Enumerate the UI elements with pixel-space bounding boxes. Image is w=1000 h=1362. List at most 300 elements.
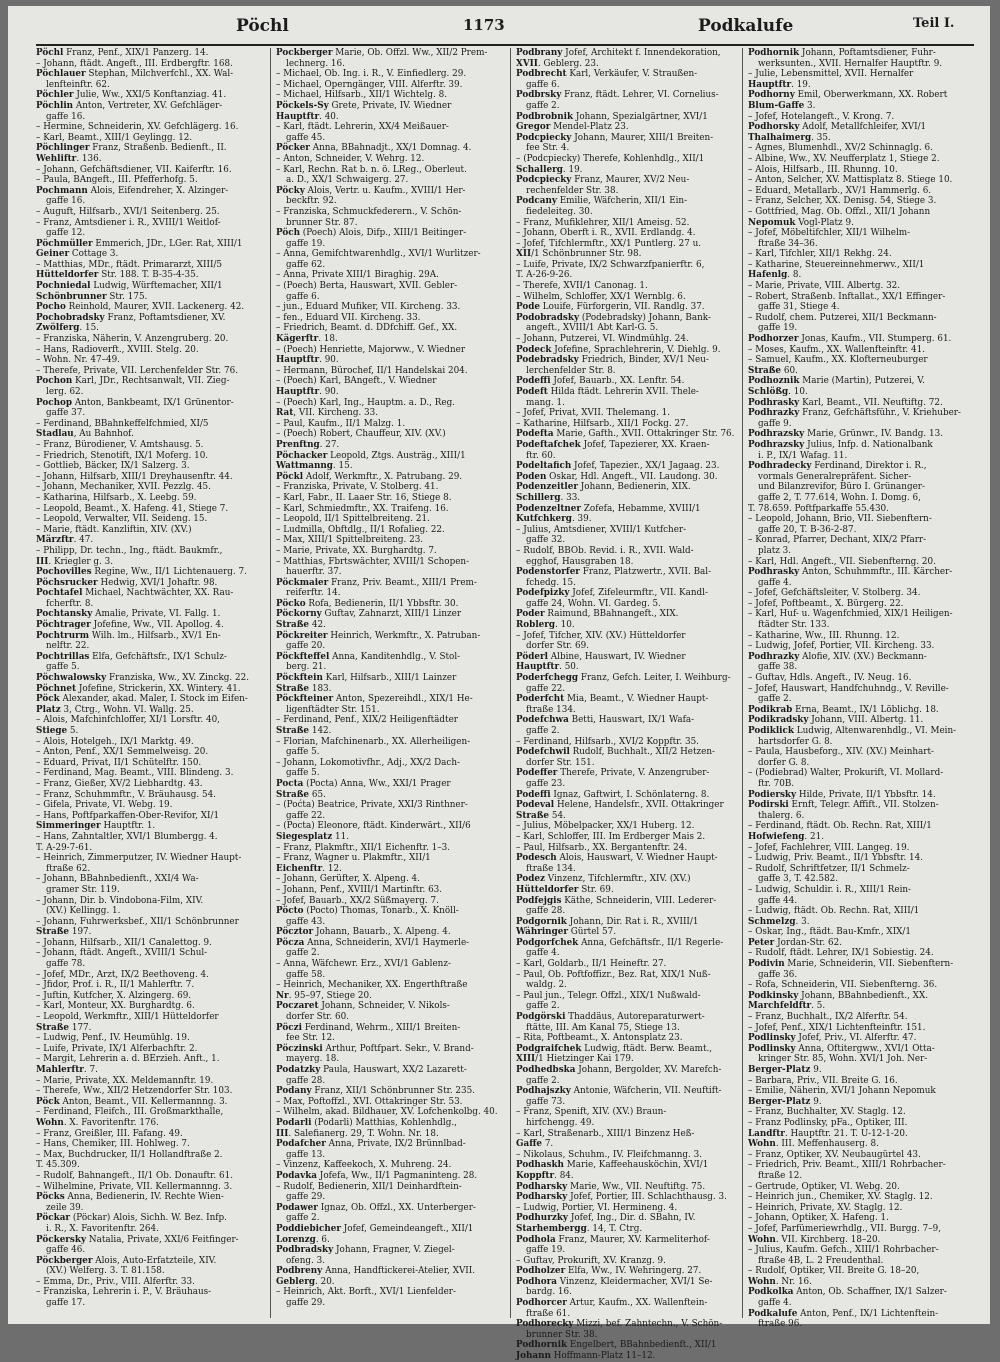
directory-entry-line: – Margit, Lehrerin a. d. BErzieh. Anft., 1. xyxy=(36,1054,220,1065)
directory-entry-line: gaffe 5. xyxy=(286,747,320,758)
directory-entry-line: – Katharina, Hilfsarb., X. Leebg. 59. xyxy=(36,492,197,503)
directory-column-1 xyxy=(36,48,264,1318)
directory-entry-line: lenfteinftr. 62. xyxy=(46,79,110,90)
directory-entry-line: Podhrazky Alofie, XIV. (XV.) Beckmann- xyxy=(748,651,927,662)
directory-entry-line: Marchfeldftr. 5. xyxy=(748,1001,826,1012)
directory-entry-line: a. D., XX/1 Schwaigerg. 27. xyxy=(286,175,409,186)
directory-entry-line: vormals Generalrepräfent. Sicher- xyxy=(758,471,912,482)
directory-entry-line: Poczaret Johann, Schneider, V. Nikols- xyxy=(276,1001,450,1012)
directory-entry-line: Podebradsky Friedrich, Binder, XV/1 Neu- xyxy=(516,355,709,366)
directory-entry-line: Podez Vinzenz, Tifchlermftr., XIV. (XV.) xyxy=(516,874,691,885)
directory-entry-line: Pockberger Marie, Ob. Offzl. Ww., XII/2 Prem- xyxy=(276,48,488,58)
directory-entry-line: Podhornik Johann, Poftamtsdiener, Fuhr- xyxy=(748,48,936,58)
directory-entry-line: Podharsky Marie, Ww., VII. Neuftiftg. 75. xyxy=(516,1181,706,1192)
directory-column-2 xyxy=(276,48,504,1318)
directory-entry-line: egghof, Hausgraben 18. xyxy=(526,556,634,567)
header-last-entry: Podkalufe xyxy=(698,16,794,36)
directory-entry-line: – Rudolf, Optiker, VII. Breite G. 18–20, xyxy=(748,1266,920,1277)
directory-entry-line: Podhorny Emil, Oberwerkmann, XX. Robert xyxy=(748,90,948,101)
directory-entry-line: Podhrazsky Julius, Infp. d. Nationalbank xyxy=(748,439,933,450)
header-first-entry: Pöchl xyxy=(236,16,289,36)
directory-entry-line: – Samuel, Kaufm., XX. Klofterneuburger xyxy=(748,355,928,366)
directory-entry-line: – (Pocta) Eleonore, ftädt. Kinderwärt., XII/6 xyxy=(276,821,471,832)
directory-entry-line: XVII. Geblerg. 23. xyxy=(516,58,599,69)
directory-entry-line: hirfchengg. 49. xyxy=(526,1117,595,1128)
directory-entry-line: – Eduard, Privat, II/1 Schütelftr. 150. xyxy=(36,757,202,768)
header-rule xyxy=(36,44,974,46)
directory-entry-line: Pochtansky Amalie, Private, VI. Fallg. 1. xyxy=(36,609,221,620)
directory-entry-line: – Eduard, Metallarb., XV/1 Hammerlg. 6. xyxy=(748,185,932,196)
directory-entry-line: – Philipp, Dr. techn., Ing., ftädt. Baukmfr., xyxy=(36,545,223,556)
directory-entry-line: – Johann, Dir. b. Vindobona-Film, XIV. xyxy=(36,895,204,906)
directory-entry-line: gaffe 36. xyxy=(758,969,798,980)
directory-entry-line: Schlößg. 10. xyxy=(748,387,808,397)
directory-entry-line: – Rudolf, chem. Putzerei, XII/1 Beckmann- xyxy=(748,312,937,323)
directory-entry-line: Prenftng. 27. xyxy=(276,439,340,450)
directory-entry-line: – Karl, Monteur, XX. Burghardtg. 6. xyxy=(36,1001,195,1012)
directory-entry-line: – Julius, Kaufm. Gefch., XIII/1 Rohrbacher- xyxy=(748,1245,939,1256)
directory-entry-line: – Heinrich, Private, XV. Staglg. 12. xyxy=(748,1202,903,1213)
directory-entry-line: Pöchl Franz, Penf., XIX/1 Panzerg. 14. xyxy=(36,48,209,58)
directory-entry-line: Hauptftr. 90. xyxy=(276,387,339,397)
directory-entry-line: Starhembergg. 14, T. Ctrg. xyxy=(516,1223,643,1234)
directory-entry-line: Pöczinski Arthur, Poftfpart. Sekr., V. Brand- xyxy=(276,1043,474,1054)
directory-entry-line: ofeng. 3. xyxy=(286,1255,326,1266)
directory-entry-line: Podivin Marie, Schneiderin, VII. Siebenftern- xyxy=(748,959,954,970)
directory-entry-line: – Anna, Gemifchtwarenhdlg., XVI/1 Wurlitzer- xyxy=(276,249,481,260)
directory-entry-line: waldg. 2. xyxy=(526,980,567,991)
directory-entry-line: – Karl, Schloffer, III. Im Erdberger Mais 2. xyxy=(516,831,706,842)
directory-entry-line: – Matthias, MDr., ftädt. Primararzt, XIII/5 xyxy=(36,259,223,270)
directory-entry-line: – Jofef, Möbeltifchler, XII/1 Wilhelm- xyxy=(748,228,911,239)
directory-entry-line: Poderfcht Mia, Beamt., V. Wiedner Haupt- xyxy=(516,694,709,705)
directory-entry-line: Pochop Anton, Bankbeamt, IX/1 Grünentor- xyxy=(36,397,234,408)
directory-entry-line: i. P., IX/1 Wafag. 11. xyxy=(758,450,848,461)
directory-entry-line: Landftr. Hauptftr. 21. T. U-12-1-20. xyxy=(748,1128,908,1139)
directory-entry-line: Pöckersky Natalia, Private, XXI/6 Feitfinger- xyxy=(36,1234,239,1245)
directory-entry-line: Podeval Helene, Handelsfr., XVII. Ottakringer xyxy=(516,800,724,811)
directory-entry-line: – Florian, Mafchinenarb., XX. Allerheiligen- xyxy=(276,736,471,747)
directory-entry-line: – Paula, BAngeft., III. Pfefferhofg. 5. xyxy=(36,175,198,186)
directory-entry-line: – Rudolf, BBOb. Revid. i. R., XVII. Wald- xyxy=(516,545,694,556)
directory-entry-line: – Ludwig, Penf., IV. Heumühlg. 19. xyxy=(36,1033,190,1044)
directory-entry-line: Podbreny Anna, Handftickerei-Atelier, XVII. xyxy=(276,1266,476,1277)
directory-entry-line: gaffe 22. xyxy=(526,683,566,694)
directory-entry-line: Wohn. X. Favoritenftr. 176. xyxy=(36,1117,159,1128)
page-header xyxy=(8,6,990,40)
directory-entry-line: – Jfidor, Prof. i. R., II/1 Mahlerftr. 7. xyxy=(36,980,195,991)
directory-entry-line: – Franz, Buchhalter, XV. Staglg. 12. xyxy=(748,1107,906,1118)
page-number: 1173 xyxy=(463,16,505,34)
directory-entry-line: – Wilhelm, Schloffer, XX/1 Wernblg. 6. xyxy=(516,291,686,302)
directory-entry-line: gaffe 29. xyxy=(286,1192,326,1203)
directory-entry-line: Pochon Karl, JDr., Rechtsanwalt, VII. Zieg- xyxy=(36,376,230,387)
directory-entry-line: i. R., X. Favoritenftr. 264. xyxy=(46,1223,159,1234)
directory-entry-line: Johann Hoffmann-Platz 11–12. xyxy=(516,1351,656,1362)
directory-entry-line: Straße 54. xyxy=(516,810,566,821)
directory-entry-line: – Max, Buchdrucker, II/1 Hollandftraße 2. xyxy=(36,1149,223,1160)
directory-entry-line: – Hermine, Schneiderin, XV. Gefchlägerg. 16. xyxy=(36,122,239,133)
directory-entry-line: Zwölferg. 15. xyxy=(36,323,99,334)
directory-entry-line: Podgornik Johann, Dir. Rat i. R., XVIII/1 xyxy=(516,916,699,927)
directory-column-4 xyxy=(748,48,976,1330)
directory-entry-line: Straße 197. xyxy=(36,927,92,938)
directory-entry-line: Podhrasky Karl, Beamt., VII. Neuftiftg. 72. xyxy=(748,397,943,408)
directory-entry-line: ftr. 60. xyxy=(526,450,556,461)
directory-entry-line: – Katharine, Hilfsarb., XII/1 Fockg. 27. xyxy=(516,418,689,429)
directory-entry-line: Geblerg. 20. xyxy=(276,1276,335,1287)
directory-entry-line: – (Poech) Robert, Chauffeur, XIV. (XV.) xyxy=(276,429,446,440)
directory-entry-line: Podhorsky Adolf, Metallfchleifer, XVI/1 xyxy=(748,122,927,133)
directory-entry-line: – Hermann, Bürochef, II/1 Handelskai 204. xyxy=(276,365,468,376)
directory-entry-line: nelftr. 22. xyxy=(46,641,90,652)
directory-entry-line: Podhrasky Anton, Schuhmmftr., III. Kärcher- xyxy=(748,567,953,578)
directory-entry-line: ftraße 4B, L. 2 Freudenthal. xyxy=(758,1255,884,1266)
directory-entry-line: III. Salefianerg. 29, T. Wohn. Nr. 18. xyxy=(276,1128,439,1139)
directory-entry-line: – Alois, Hilfsarb., III. Rhunng. 10. xyxy=(748,164,898,175)
directory-entry-line: – (Podcpiecky) Therefe, Kohlenhdlg., XII/1 xyxy=(516,153,705,164)
directory-entry-line: Hütteldorfer Str. 69. xyxy=(516,884,614,895)
directory-entry-line: Podikrab Erna, Beamt., IX/1 Löblichg. 18. xyxy=(748,704,939,715)
directory-columns xyxy=(36,48,976,1362)
directory-entry-line: Podhoznik Marie (Martin), Putzerei, V. xyxy=(748,376,925,387)
directory-entry-line: – Franz, Spenift, XIV. (XV.) Braun- xyxy=(516,1107,667,1118)
directory-entry-line: – Marie, Private, XX. Burghardtg. 7. xyxy=(276,545,437,556)
directory-entry-line: Schallerg. 19. xyxy=(516,164,583,175)
directory-entry-line: ftädter Str. 133. xyxy=(758,620,830,631)
directory-entry-line: – Karl, Rechn. Rat b. n. ö. LReg., Oberleut. xyxy=(276,164,467,175)
directory-entry-line: – Oskar, Ing., ftädt. Bau-Kmfr., XIX/1 xyxy=(748,927,911,938)
directory-entry-line: – Wohn. Nr. 47–49. xyxy=(36,355,120,366)
directory-entry-line: T. 45.309. xyxy=(36,1160,80,1171)
directory-entry-line: Schmelzg. 3. xyxy=(748,916,810,927)
directory-entry-line: – Paul jun., Telegr. Offzl., XIX/1 Nußwald- xyxy=(516,990,701,1001)
directory-entry-line: T. A-29-7-61. xyxy=(36,842,93,853)
directory-entry-line: – Friedrich, Stenotift, IX/1 Moferg. 10. xyxy=(36,450,209,461)
directory-entry-line: gaffe 5. xyxy=(46,662,80,673)
directory-entry-line: Pode Louife, Fürforgerin, VII. Randlg. 37. xyxy=(516,302,705,313)
directory-entry-line: Podavka Jofefa, Ww., II/1 Pagmaninteng. 28. xyxy=(276,1170,478,1181)
directory-entry-line: – Karl, Fabr., II. Laaer Str. 16, Stiege 8. xyxy=(276,492,452,503)
directory-entry-line: Pöckfteffel Anna, Kanditenhdlg., V. Stol- xyxy=(276,651,461,662)
directory-entry-line: fiedeleiteg. 30. xyxy=(526,206,593,217)
directory-entry-line: – Franz Podlinsky, pFa., Optiker, III. xyxy=(748,1117,908,1128)
directory-entry-line: Podfejgis Käthe, Schneiderin, VIII. Lederer- xyxy=(516,895,717,906)
directory-entry-line: – Julius, Amtsdiener, XVIII/1 Kutfcher- xyxy=(516,524,687,535)
directory-entry-line: – Franziska, Näherin, V. Anzengruberg. 20. xyxy=(36,334,229,345)
directory-entry-line: Peter Jordan-Str. 62. xyxy=(748,937,843,948)
directory-entry-line: Pöchmüller Emmerich, JDr., LGer. Rat, XIII/1 xyxy=(36,238,243,249)
directory-entry-line: angeft., XVIII/1 Abt Karl-G. 5. xyxy=(526,323,659,334)
directory-entry-line: Podafcher Anna, Private, IX/2 Brünnlbad- xyxy=(276,1139,466,1150)
directory-entry-line: Pöchlin Anton, Vertreter, XV. Gefchläger- xyxy=(36,100,223,111)
directory-entry-line: Podcpiecky Franz, Maurer, XV/2 Neu- xyxy=(516,175,690,186)
directory-entry-line: dorfer Str. 60. xyxy=(286,1012,349,1023)
directory-entry-line: – Marie, Private, XX. Meldemannftr. 19. xyxy=(36,1075,214,1086)
directory-entry-line: – Leopold, Johann, Brio, VII. Siebenftern- xyxy=(748,514,932,525)
directory-entry-line: – Heinrich, Mechaniker, XX. Engerthftraße xyxy=(276,980,468,991)
directory-entry-line: gaffe 4. xyxy=(526,948,560,959)
directory-entry-line: rechenfelder Str. 38. xyxy=(526,185,619,196)
directory-entry-line: mang. 1. xyxy=(526,397,565,408)
directory-entry-line: – Therefe, Private, VII. Lerchenfelder Str. 76. xyxy=(36,365,238,376)
directory-entry-line: fee Str. 12. xyxy=(286,1033,335,1044)
directory-entry-line: Podarli (Podarli) Matthias, Kohlenhdlg., xyxy=(276,1117,457,1128)
directory-entry-line: Podhradecky Ferdinand, Direktor i. R., xyxy=(748,461,927,472)
directory-entry-line: gaffe 6. xyxy=(526,79,560,90)
directory-entry-line: hartsdorfer G. 8. xyxy=(758,736,833,747)
directory-entry-line: – Guftav, Prokurift, XV. Kranzg. 9. xyxy=(516,1255,666,1266)
directory-entry-line: – Rudolf, Schriftfetzer, II/1 Schmelz- xyxy=(748,863,910,874)
directory-entry-line: Podcpiecky Johann, Maurer, XIII/1 Breiten- xyxy=(516,132,714,143)
directory-entry-line: – Franz, Mufiklehrer, XII/1 Ameisg. 52. xyxy=(516,217,690,228)
directory-entry-line: – Jofef, Poftbeamt., X. Bürgerg. 22. xyxy=(748,598,904,609)
directory-entry-line: Podkalufe Anton, Penf., IX/1 Lichtenftein- xyxy=(748,1308,939,1319)
directory-entry-line: Pöcks Anna, Bedienerin, IV. Rechte Wien- xyxy=(36,1192,224,1203)
column-divider xyxy=(270,48,271,1318)
directory-entry-line: Straße 60. xyxy=(748,365,798,376)
directory-entry-line: Pochtafel Michael, Nachtwächter, XX. Rau- xyxy=(36,588,234,599)
directory-entry-line: gaffe 6. xyxy=(286,291,320,302)
directory-entry-line: Simmeringer Hauptftr. 1. xyxy=(36,821,156,832)
directory-entry-line: gaffe 13. xyxy=(286,1149,326,1160)
directory-entry-line: – Rudolf, Bahnangeft., II/1 Ob. Donauftr. 61. xyxy=(36,1170,234,1181)
directory-entry-line: gaffe 2. xyxy=(286,948,320,959)
directory-entry-line: Pochniedal Ludwig, Würftemacher, XII/1 xyxy=(36,281,223,292)
directory-entry-line: – Anton, Selcher, XV. Mattisplatz 8. Stiege 10. xyxy=(748,175,953,186)
directory-entry-line: – Heinrich jun., Chemiker, XV. Staglg. 12. xyxy=(748,1192,933,1203)
directory-entry-line: Pöckorny Guftav, Zahnarzt, XIII/1 Linzer xyxy=(276,609,462,620)
directory-entry-line: – Gifela, Private, VI. Webg. 19. xyxy=(36,800,173,811)
directory-entry-line: – Luife, Private, IX/2 Schwarzfpanierftr. 6, xyxy=(516,259,705,270)
directory-entry-line: – Katharine, Ww., III. Rhunng. 12. xyxy=(748,630,900,641)
directory-entry-line: – Jofef, Tifchlermftr., XX/1 Puntlerg. 27 u. xyxy=(516,238,702,249)
directory-entry-line: Podeck Jofefine, Sprachlehrerin, V. Diehlg. 9. xyxy=(516,344,721,355)
directory-entry-line: – Anna, Wäfchewr. Erz., XVI/1 Gablenz- xyxy=(276,959,451,970)
directory-entry-line: – Franz, Schuhmmftr., V. Bräuhausg. 54. xyxy=(36,789,216,800)
directory-entry-line: Lorenzg. 6. xyxy=(276,1234,330,1245)
directory-entry-line: Geiner Cottage 3. xyxy=(36,249,119,260)
directory-entry-line: Roblerg. 10. xyxy=(516,620,575,631)
directory-entry-line: Pöchnet Jofefine, Strickerin, XX. Wintery. 41. xyxy=(36,683,241,694)
directory-entry-line: Podefpizky Jofef, Zifeleurmftr., VII. Kandl- xyxy=(516,588,708,599)
directory-entry-line: – Jofef, MDr., Arzt, IX/2 Beethoveng. 4. xyxy=(36,969,209,980)
directory-entry-line: gaffe 43. xyxy=(286,916,326,927)
directory-entry-line: Thalhaimerg. 35. xyxy=(748,132,831,143)
directory-entry-line: Wehliftr. 136. xyxy=(36,153,102,164)
directory-entry-line: – Ludwig, Portier, VI. Hermineng. 4. xyxy=(516,1202,678,1213)
directory-entry-line: Wohn. VII. Kirchberg. 18–20. xyxy=(748,1234,881,1245)
directory-entry-line: gaffe 17. xyxy=(46,1298,86,1309)
directory-entry-line: thalerg. 6. xyxy=(758,810,805,821)
directory-entry-line: Podefchwil Rudolf, Buchhalt., XII/2 Hetzen- xyxy=(516,747,715,758)
directory-entry-line: – Karl, Straßenarb., XIII/1 Binzenz Heß- xyxy=(516,1128,695,1139)
directory-entry-line: Pöcky Alois, Vertr. u. Kaufm., XVIII/1 Her- xyxy=(276,185,466,196)
directory-entry-line: – Auguft, Hilfsarb., XVI/1 Seitenberg. 25. xyxy=(36,206,220,217)
directory-entry-line: – Paul, Kaufm., II/1 Malzg. 1. xyxy=(276,418,406,429)
directory-entry-line: – Johann, Hilfsarb, XIII/1 Dreyhausenftr. 44. xyxy=(36,471,233,482)
directory-entry-line: Pochovilles Regine, Ww., II/1 Lichtenauerg. 7. xyxy=(36,567,247,578)
directory-entry-line: Platz 3, Ctrg., Wohn. VI. Wallg. 25. xyxy=(36,704,194,715)
directory-entry-line: Podlinsky Jofef, Priv., VI. Alferftr. 47. xyxy=(748,1033,917,1044)
directory-entry-line: – Paula, Hausbeforg., XIV. (XV.) Meinhart- xyxy=(748,747,934,758)
directory-entry-line: – Karl, Huf- u. Wagenfchmied, XIX/1 Heiligen- xyxy=(748,609,953,620)
directory-entry-line: Hauptftr. 90. xyxy=(276,355,339,366)
directory-entry-line: Podcany Emilie, Wäfcherin, XII/1 Ein- xyxy=(516,196,688,207)
directory-entry-line: mayerg. 18. xyxy=(286,1054,340,1065)
directory-entry-line: – Jofef, Parfümeriewrhdlg., VII. Burgg. 7–9, xyxy=(748,1223,942,1234)
directory-entry-line: Podenzeltner Zofefa, Hebamme, XVIII/1 xyxy=(516,503,701,514)
directory-entry-line: – Friedrich, Priv. Beamt., XIII/1 Rohrbacher- xyxy=(748,1160,946,1171)
directory-entry-line: T. 78.659. Poftfparkaffe 55.430. xyxy=(748,503,889,514)
directory-entry-line: – Ludwig, Jofef, Portier, VII. Kircheng. 33. xyxy=(748,641,935,652)
directory-entry-line: Rat, VII. Kircheng. 33. xyxy=(276,408,379,419)
directory-entry-line: – Michael, Operngänger, VIII. Alferftr. 39. xyxy=(276,79,463,90)
directory-entry-line: kringer Str. 85, Wohn. XVI/1 Joh. Ner- xyxy=(758,1054,928,1065)
directory-entry-line: gaffe 38. xyxy=(758,662,798,673)
directory-entry-line: Pöckmaier Franz, Priv. Beamt., XIII/1 Prem- xyxy=(276,577,477,588)
directory-entry-line: (XV.) Welferg. 3. T. 81.158. xyxy=(46,1266,165,1277)
directory-entry-line: gaffe 3, T. 42.582. xyxy=(758,874,839,885)
directory-entry-line: Podeltafich Jofef, Tapezier., XX/1 Jagaag. 23. xyxy=(516,461,720,472)
directory-entry-line: lerchenfelder Str. 8. xyxy=(526,365,616,376)
directory-entry-line: – Paul, Ob. Poftfoffizr., Bez. Rat, XIX/1 Nuß- xyxy=(516,969,711,980)
directory-page xyxy=(8,6,990,1362)
directory-entry-line: Podbrecht Karl, Verkäufer, V. Straußen- xyxy=(516,69,698,80)
directory-entry-line: gaffe 16. xyxy=(46,111,86,122)
directory-entry-line: Pochtrillas Elfa, Gefchäftsfr., IX/1 Schulz- xyxy=(36,651,227,662)
directory-entry-line: Pöckftein Karl, Hilfsarb., XIII/1 Lainzer xyxy=(276,673,457,684)
directory-entry-line: gaffe 23. xyxy=(526,778,566,789)
directory-entry-line: Berger-Platz 9. xyxy=(748,1096,822,1107)
directory-entry-line: – Max, XIII/1 Spittelbreiteng. 23. xyxy=(276,535,424,546)
directory-entry-line: Podeffi Ignaz, Gaftwirt, I. Schönlaterng. 8. xyxy=(516,789,710,800)
directory-entry-line: – Franz, Optiker, XV. Neubaugürtel 43. xyxy=(748,1149,921,1160)
directory-entry-line: gaffe 46. xyxy=(46,1245,86,1256)
directory-entry-line: – Johann, Fuhrwerksbef., XII/1 Schönbrunner xyxy=(36,916,239,927)
directory-entry-line: gaffe 32. xyxy=(526,535,566,546)
directory-entry-line: Pöckels-Sy Grete, Private, IV. Wiedner xyxy=(276,100,452,111)
directory-entry-line: – Gottlieb, Bäcker, IX/1 Salzerg. 3. xyxy=(36,461,190,472)
directory-entry-line: – Johann, BBahnbedienft., XXI/4 Wa- xyxy=(36,874,199,885)
directory-entry-line: Pöckfteiner Anton, Spezereihdl., XIX/1 He- xyxy=(276,694,473,705)
directory-entry-line: ftraße 34–36. xyxy=(758,238,818,249)
directory-entry-line: Straße 42. xyxy=(276,620,326,631)
directory-entry-line: Straße 177. xyxy=(36,1022,92,1033)
directory-entry-line: Pochmann Alois, Eifendreher, X. Alzinger- xyxy=(36,185,229,196)
directory-entry-line: gaffe 20. xyxy=(286,641,326,652)
directory-entry-line: – Karl, Beamt., XIII/1 Geylingg. 12. xyxy=(36,132,193,143)
directory-entry-line: Podirski Ernft, Telegr. Affift., VII. Stolzen- xyxy=(748,800,939,811)
directory-entry-line: – Jofef, Bauarb., XX/2 Süßmayerg. 7. xyxy=(276,895,439,906)
directory-column-3 xyxy=(516,48,744,1362)
directory-entry-line: gaffe 44. xyxy=(758,895,798,906)
directory-entry-line: ftraße 62. xyxy=(46,863,91,874)
directory-entry-line: Podiklick Ludwig, Altenwarenhdlg., VI. Mein- xyxy=(748,726,957,736)
directory-entry-line: gaffe 28. xyxy=(286,1075,326,1086)
directory-entry-line: ftraße 96. xyxy=(758,1319,803,1330)
directory-entry-line: gaffe 4. xyxy=(758,1298,792,1309)
directory-entry-line: – Ferdinand, BBahnkeffelfchmied, XI/5 xyxy=(36,418,209,429)
directory-entry-line: dorfer G. 8. xyxy=(758,757,810,768)
column-divider xyxy=(742,48,743,1318)
directory-entry-line: ftätte, III. Am Kanal 75, Stiege 13. xyxy=(526,1022,680,1033)
directory-entry-line: gaffe 24, Wohn. VI. Gardeg. 5. xyxy=(526,598,661,609)
directory-entry-line: – Franz, Plakmftr., XII/1 Eichenftr. 1–3. xyxy=(276,842,450,853)
directory-entry-line: – Matthias, Fbrtswächter, XVIII/1 Schopen- xyxy=(276,556,470,567)
directory-entry-line: Schillerg. 33. xyxy=(516,492,581,503)
header-part-label: Teil I. xyxy=(913,16,955,31)
directory-entry-line: – (Poćta) Beatrice, Private, XXI/3 Rinthner- xyxy=(276,800,468,811)
directory-entry-line: gaffe 5. xyxy=(286,768,320,779)
directory-entry-line: – Jofef, Hauswart, Handfchuhndg., V. Reville- xyxy=(748,683,949,694)
directory-entry-line: Pöch (Poech) Alois, Difp., XIII/1 Beitinger- xyxy=(276,228,467,239)
directory-entry-line: – Ferdinand, Penf., XIX/2 Heiligenftädter xyxy=(276,715,458,726)
directory-entry-line: Podharsky Jofef, Portier, III. Schlachthausg. 3. xyxy=(516,1192,727,1203)
directory-entry-line: Podesch Alois, Hauswart, V. Wiedner Haupt- xyxy=(516,853,718,864)
directory-entry-line: – Julie, Lebensmittel, XVII. Hernalfer xyxy=(748,69,914,80)
directory-entry-line: – Johann, ftädt. Angeft., XVIII/1 Schul- xyxy=(36,948,208,959)
directory-entry-line: Pöchlinger Franz, Straßenb. Bedienft., II. xyxy=(36,143,227,154)
directory-entry-line: – Friedrich, Beamt. d. DDfchiff. Gef., XX. xyxy=(276,323,458,334)
directory-entry-line: gaffe 2, T. 77.614, Wohn. I. Domg. 6, xyxy=(758,492,921,503)
directory-entry-line: Podhedbska Johann, Bergolder, XV. Marefch- xyxy=(516,1065,722,1075)
directory-entry-line: Pochtrurm Wilh. lm., Hilfsarb., XV/1 En- xyxy=(36,630,221,641)
directory-entry-line: Podatzky Paula, Hauswart, XX/2 Lazarett- xyxy=(276,1065,467,1075)
directory-entry-line: dorfer Str. 151. xyxy=(526,757,595,768)
directory-entry-line: gaffe 22. xyxy=(286,810,326,821)
directory-entry-line: Podhorzer Jonas, Kaufm., VII. Stumperg. 61. xyxy=(748,334,952,345)
directory-entry-line: Podenzeitler Johann, Bedienerin, XIX. xyxy=(516,482,691,493)
directory-entry-line: Podhorcer Artur, Kaufm., XX. Wallenftein- xyxy=(516,1298,708,1309)
directory-entry-line: Hofwiefeng. 21. xyxy=(748,831,824,842)
directory-entry-line: – Emilie, Näherin, XVI/1 Johann Nepomuk xyxy=(748,1086,936,1097)
directory-entry-line: XII/1 Schönbrunner Str. 98. xyxy=(516,249,642,260)
directory-entry-line: gaffe 58. xyxy=(286,969,326,980)
directory-entry-line: Podany Franz, XII/1 Schönbrunner Str. 235. xyxy=(276,1086,476,1097)
directory-entry-line: Mahlerftr. 7. xyxy=(36,1065,98,1075)
directory-entry-line: Podhrazsky Marie, Grünwr., IV. Bandg. 13. xyxy=(748,429,943,440)
directory-entry-line: Pocho Reinhold, Maurer, XVII. Lackenerg. 42. xyxy=(36,302,245,313)
directory-entry-line: Nepomuk Vogl-Platz 9. xyxy=(748,217,854,228)
directory-entry-line: Podenstorfer Franz, Platzwertr., XVII. Bal- xyxy=(516,567,712,578)
directory-entry-line: – Max, Poftoffzl., XVI. Ottakringer Str. 53. xyxy=(276,1096,463,1107)
directory-entry-line: Pöchwalowsky Franziska, Ww., XV. Zinckg. 22. xyxy=(36,673,250,684)
directory-entry-line: gaffe 9. xyxy=(758,418,792,429)
directory-entry-line: Poden Oskar, Hdl. Angeft., VII. Laudong. 30. xyxy=(516,471,718,482)
directory-entry-line: – Vinzenz, Kaffeekoch, X. Muhreng. 24. xyxy=(276,1160,452,1171)
directory-entry-line: – Nikolaus, Schuhm., IV. Fleifchmanng. 3. xyxy=(516,1149,703,1160)
directory-entry-line: Hauptftr. 19. xyxy=(748,79,811,90)
directory-entry-line: Podobradsky (Podebradsky) Johann, Bank- xyxy=(516,312,711,323)
directory-entry-line: ligenftädter Str. 151. xyxy=(286,704,380,715)
directory-entry-line: Wattmanng. 15. xyxy=(276,461,353,472)
directory-entry-line: Podbrsky Franz, ftädt. Lehrer, VI. Cornelius- xyxy=(516,90,719,101)
directory-entry-line: – Ludwig, Schuldir. i. R., XIII/1 Rein- xyxy=(748,884,912,895)
directory-entry-line: – Johann, Gerüfter, X. Alpeng. 4. xyxy=(276,874,420,885)
directory-entry-line: – Karl, Goldarb., II/1 Heineftr. 27. xyxy=(516,959,667,970)
directory-entry-line: Podeffer Therefe, Private, V. Anzengruber- xyxy=(516,768,710,779)
directory-entry-line: hauerftr. 37. xyxy=(286,567,342,578)
directory-entry-line: – Franz, Wagner u. Plakmftr., XII/1 xyxy=(276,853,431,864)
directory-entry-line: Podeft Hilda ftädt. Lehrerin XVII. Thele- xyxy=(516,387,699,397)
directory-entry-line: Hütteldorfer Str. 188. T. B-35-4-35. xyxy=(36,270,199,281)
directory-entry-line: ftraße 134. xyxy=(526,863,576,874)
directory-entry-line: Wohn. Nr. 16. xyxy=(748,1276,812,1287)
directory-entry-line: – Jofef, Gefchäftsleiter, V. Stolberg. 34. xyxy=(748,588,921,599)
directory-entry-line: Poderfchegg Franz, Gefch. Leiter, I. Weihburg- xyxy=(516,673,731,684)
directory-entry-line: – Albine, Ww., XV. Neufferplatz 1, Stiege 2. xyxy=(748,153,940,164)
